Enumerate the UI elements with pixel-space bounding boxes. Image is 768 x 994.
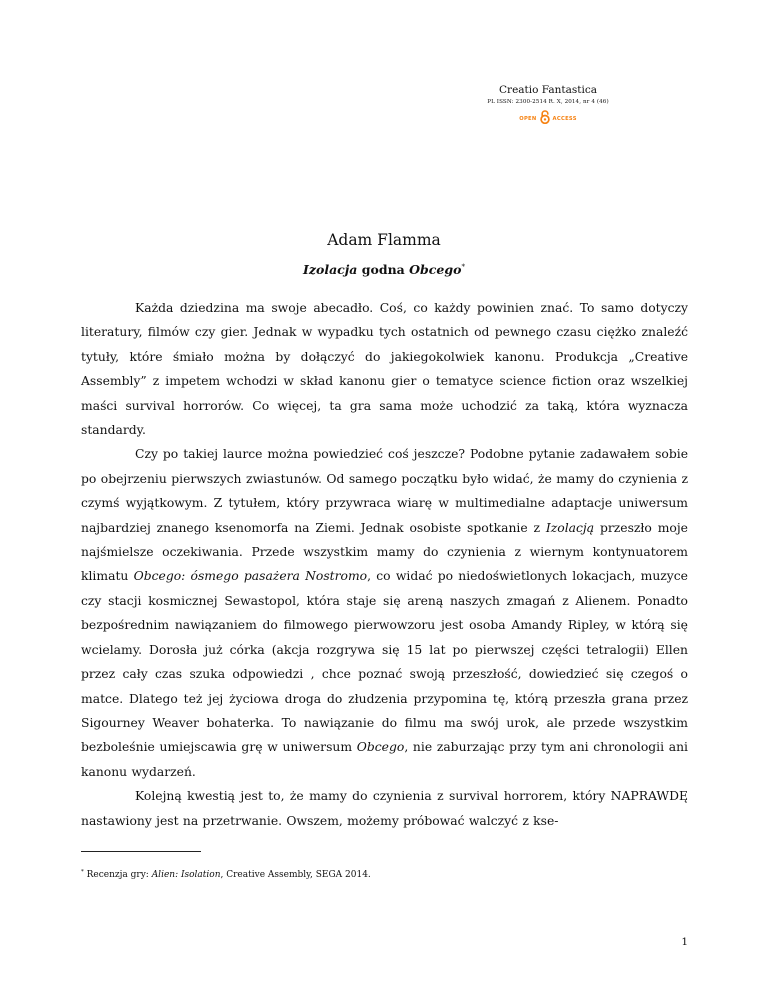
footnote: * Recenzja gry: Alien: Isolation, Creative Assembly, SEGA 2014. (81, 869, 371, 880)
article-author: Adam Flamma (327, 231, 441, 249)
footnote-game-title: Alien: Isolation (151, 870, 221, 880)
journal-header (428, 84, 668, 128)
paragraph-2: Czy po takiej laurce można powiedzieć coś jeszcze? Podobne pytanie zadawałem sobie po obejrzeniu pierwszych zwiastunów. Od samego początku było widać, że mamy do czynienia z czymś wyjątkowym. Z tytułem, który przywraca wiarę w multimedialne adaptacje uniwersum najbardziej znanego ksenomorfa na Ziemi. Jednak osobiste spotkanie z Izolacją przeszło moje najśmielsze oczekiwania. Przede wszystkim mamy do czynienia z wiernym kontynuatorem klimatu Obcego: ósmego pasażera Nostromo, co widać po niedoświetlonych lokacjach, muzyce czy stacji kosmicznej Sewastopol, która staje się areną naszych zmagań z Alienem. Ponadto bezpośrednim nawiązaniem do filmowego pierwowzoru jest osoba Amandy Ripley, w którą się wcielamy. Dorosła już córka (akcja rozgrywa się 15 lat po pierwszej części tetralogii) Ellen przez cały czas szuka odpowiedzi , chce poznać swoją przeszłość, dowiedzieć się czegoś o matce. Dlatego też jej życiowa droga do złudzenia przypomina tę, którą przeszła grana przez Sigourney Weaver bohaterka. To nawiązanie do filmu ma swój urok, ale przede wszystkim bezboleśnie umiejscawia grę w uniwersum Obcego, nie zaburzając przy tym ani chronologii ani kanonu wydarzeń. (81, 447, 688, 779)
title-godna: godna (361, 262, 405, 277)
paragraph-1: Każda dziedzina ma swoje abecadło. Coś, co każdy powinien znać. To samo dotyczy literatury, filmów czy gier. Jednak w wypadku tych ostatnich od pewnego czasu ciężko znaleźć tytuły, które śmiało można by dołączyć do jakiegokolwiek kanonu. Produkcja „Creative Assembly” z impetem wchodzi w skład kanonu gier o tematyce science fiction oraz wszelkiej maści survival horrorów. Co więcej, ta gra sama może uchodzić za taką, która wyznacza standardy. (81, 301, 688, 438)
open-access-lock-icon (540, 109, 550, 128)
open-access-badge (428, 109, 668, 128)
article-body (81, 296, 688, 833)
open-access-access-label: ACCESS (552, 115, 577, 122)
footnote-divider (81, 851, 201, 852)
page-number: 1 (681, 936, 688, 948)
issn-line: PL ISSN: 2300-2514 R. X, 2014, nr 4 (46) (487, 99, 609, 105)
paragraph-3: Kolejną kwestią jest to, że mamy do czynienia z survival horrorem, który NAPRAWDĘ nastawiony jest na przetrwanie. Owszem, możemy próbować walczyć z kse- (81, 789, 688, 828)
journal-name: Creatio Fantastica (499, 84, 597, 96)
footnote-mark: * (461, 263, 465, 271)
title-izolacja: Izolacja (303, 262, 358, 277)
footnote-mark: * (81, 869, 84, 875)
title-obcego: Obcego (409, 262, 462, 277)
open-access-open-label: OPEN (519, 115, 537, 122)
article-title (0, 262, 768, 278)
